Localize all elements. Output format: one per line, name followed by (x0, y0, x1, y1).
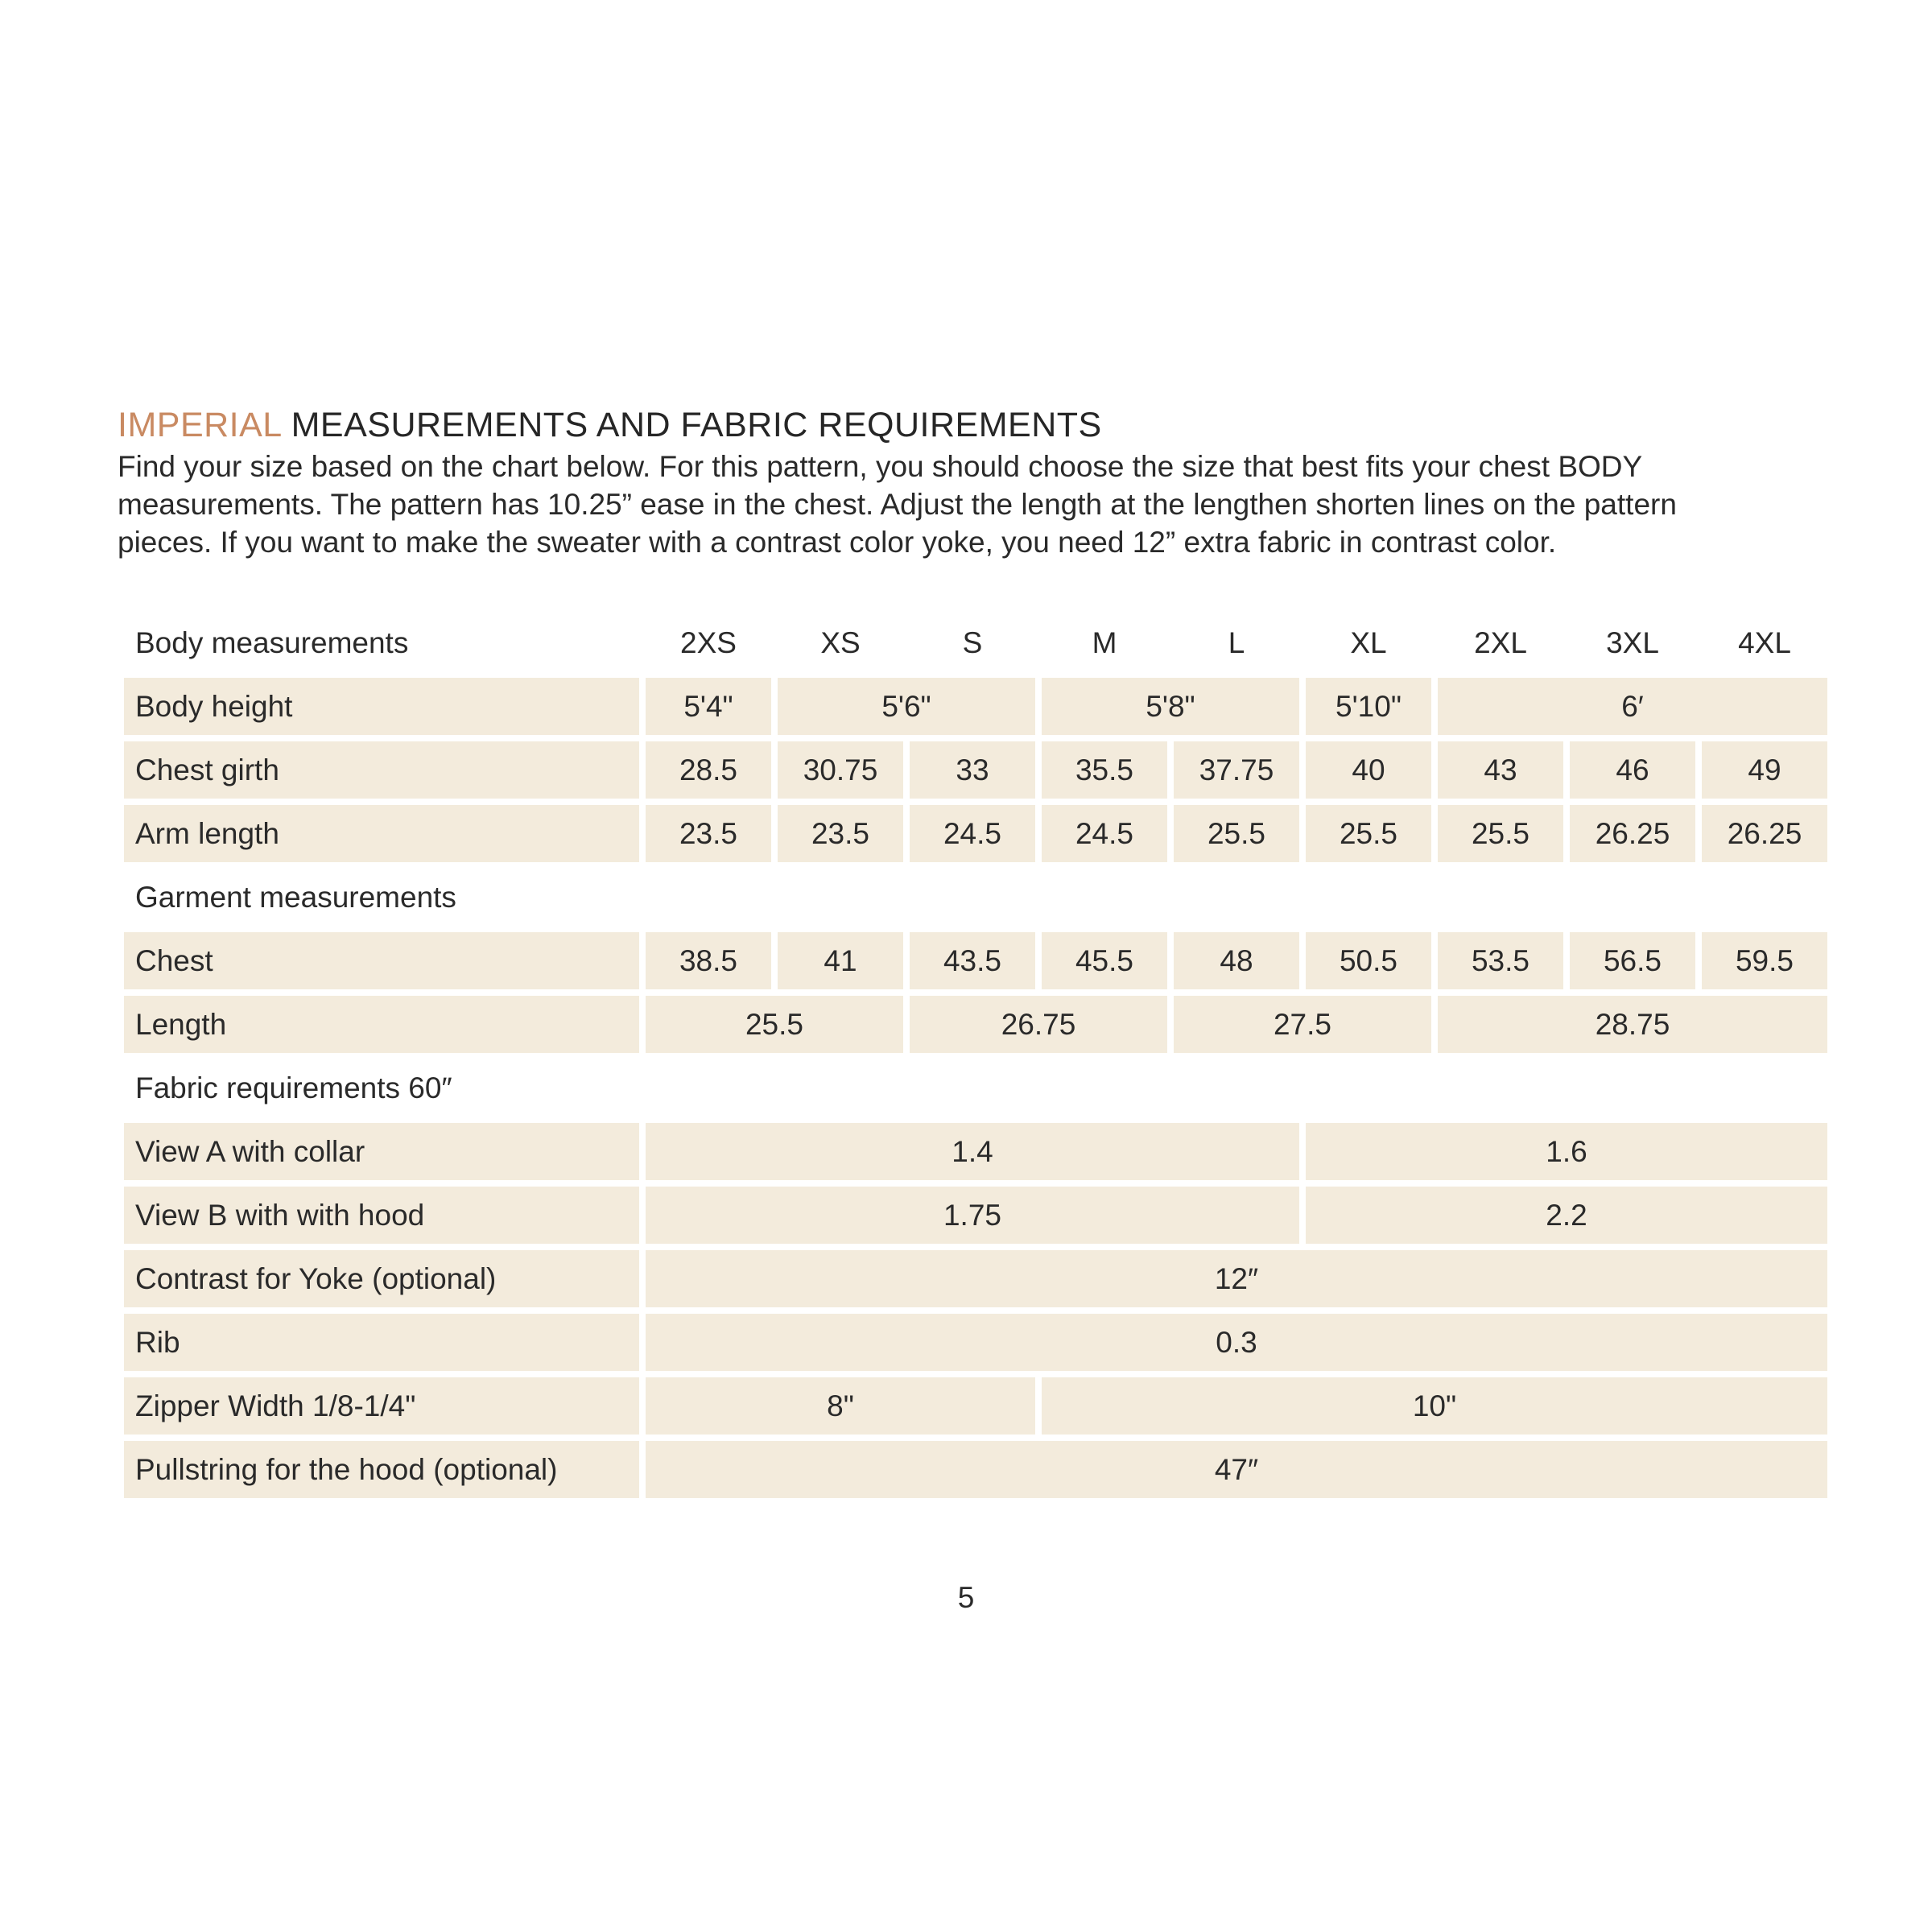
table-cell: 1.75 (646, 1187, 1299, 1244)
table-cell: 56.5 (1570, 932, 1695, 989)
row-label: View A with collar (124, 1123, 639, 1180)
table-cell: 33 (910, 741, 1035, 799)
section-label: Garment measurements (135, 880, 456, 914)
table-cell: 41 (778, 932, 903, 989)
table-cell: 28.5 (646, 741, 771, 799)
intro-line: Find your size based on the chart below. For this pattern, you should choose the size that best fits your chest BODY (118, 450, 1643, 483)
table-cell: 25.5 (646, 996, 903, 1053)
table-cell: 48 (1174, 932, 1299, 989)
size-label: 2XS (680, 625, 737, 659)
rib-row (124, 1314, 1827, 1371)
page-heading (118, 402, 1102, 448)
table-cell: 53.5 (1438, 932, 1563, 989)
table-cell: 40 (1306, 741, 1431, 799)
pullstring-row (124, 1441, 1827, 1498)
size-label: M (1092, 625, 1117, 659)
table-cell: 26.25 (1570, 805, 1695, 862)
row-label: Chest (124, 932, 639, 989)
row-label: Chest girth (124, 741, 639, 799)
table-cell: 25.5 (1306, 805, 1431, 862)
table-cell: 43.5 (910, 932, 1035, 989)
arm-length-row (124, 805, 1827, 862)
size-label: XL (1350, 625, 1387, 659)
table-cell: 1.6 (1306, 1123, 1827, 1180)
table-cell: 2.2 (1306, 1187, 1827, 1244)
table-cell: 5'4" (646, 678, 771, 735)
row-label: Zipper Width 1/8-1/4" (124, 1377, 639, 1435)
empty-cell (646, 1059, 1827, 1117)
view-a-row (124, 1123, 1827, 1180)
size-label: 4XL (1738, 625, 1791, 659)
table-cell: 10" (1042, 1377, 1827, 1435)
table-cell: 5'10" (1306, 678, 1431, 735)
size-label: 2XL (1474, 625, 1527, 659)
table-cell: 46 (1570, 741, 1695, 799)
row-label: Pullstring for the hood (optional) (124, 1441, 639, 1498)
table-cell: 26.25 (1702, 805, 1827, 862)
table-cell: 24.5 (910, 805, 1035, 862)
table-cell: 35.5 (1042, 741, 1167, 799)
size-label: S (962, 625, 983, 659)
zipper-row (124, 1377, 1827, 1435)
table-cell: 8" (646, 1377, 1035, 1435)
row-label: Contrast for Yoke (optional) (124, 1250, 639, 1307)
view-b-row (124, 1187, 1827, 1244)
size-header-row (124, 614, 1827, 671)
table-cell: 26.75 (910, 996, 1167, 1053)
table-cell: 43 (1438, 741, 1563, 799)
size-chart-table (118, 608, 1834, 1505)
heading-accent: IMPERIAL (118, 406, 282, 444)
size-label: L (1228, 625, 1245, 659)
table-cell: 25.5 (1438, 805, 1563, 862)
heading-title: MEASUREMENTS AND FABRIC REQUIREMENTS (281, 406, 1102, 444)
garment-section-row (124, 869, 1827, 926)
table-cell: 28.75 (1438, 996, 1827, 1053)
row-label: Rib (124, 1314, 639, 1371)
table-cell: 30.75 (778, 741, 903, 799)
table-cell: 45.5 (1042, 932, 1167, 989)
row-label: Body height (124, 678, 639, 735)
table-cell: 6′ (1438, 678, 1827, 735)
chest-row (124, 932, 1827, 989)
table-cell: 0.3 (646, 1314, 1827, 1371)
table-cell: 24.5 (1042, 805, 1167, 862)
length-row (124, 996, 1827, 1053)
table-cell: 1.4 (646, 1123, 1299, 1180)
table-cell: 5'6" (778, 678, 1035, 735)
table-cell: 47″ (646, 1441, 1827, 1498)
table-cell: 37.75 (1174, 741, 1299, 799)
section-label: Fabric requirements 60″ (135, 1071, 452, 1104)
size-label: XS (820, 625, 861, 659)
contrast-yoke-row (124, 1250, 1827, 1307)
intro-line: pieces. If you want to make the sweater with a contrast color yoke, you need 12” extra fabric in contrast color. (118, 526, 1557, 559)
table-cell: 5'8" (1042, 678, 1299, 735)
intro-paragraph (118, 448, 1840, 561)
table-cell: 50.5 (1306, 932, 1431, 989)
table-cell: 27.5 (1174, 996, 1431, 1053)
table-cell: 23.5 (646, 805, 771, 862)
intro-line: measurements. The pattern has 10.25” ease in the chest. Adjust the length at the lengthen shorten lines on the pattern (118, 488, 1677, 521)
size-label: 3XL (1606, 625, 1659, 659)
page-number: 5 (957, 1581, 975, 1614)
row-label: Body measurements (135, 625, 409, 659)
table-cell: 49 (1702, 741, 1827, 799)
table-cell: 38.5 (646, 932, 771, 989)
row-label: Length (124, 996, 639, 1053)
table-cell: 23.5 (778, 805, 903, 862)
body-height-row (124, 678, 1827, 735)
row-label: View B with with hood (124, 1187, 639, 1244)
table-cell: 25.5 (1174, 805, 1299, 862)
empty-cell (646, 869, 1827, 926)
fabric-section-row (124, 1059, 1827, 1117)
row-label: Arm length (124, 805, 639, 862)
table-cell: 59.5 (1702, 932, 1827, 989)
table-cell: 12″ (646, 1250, 1827, 1307)
chest-girth-row (124, 741, 1827, 799)
